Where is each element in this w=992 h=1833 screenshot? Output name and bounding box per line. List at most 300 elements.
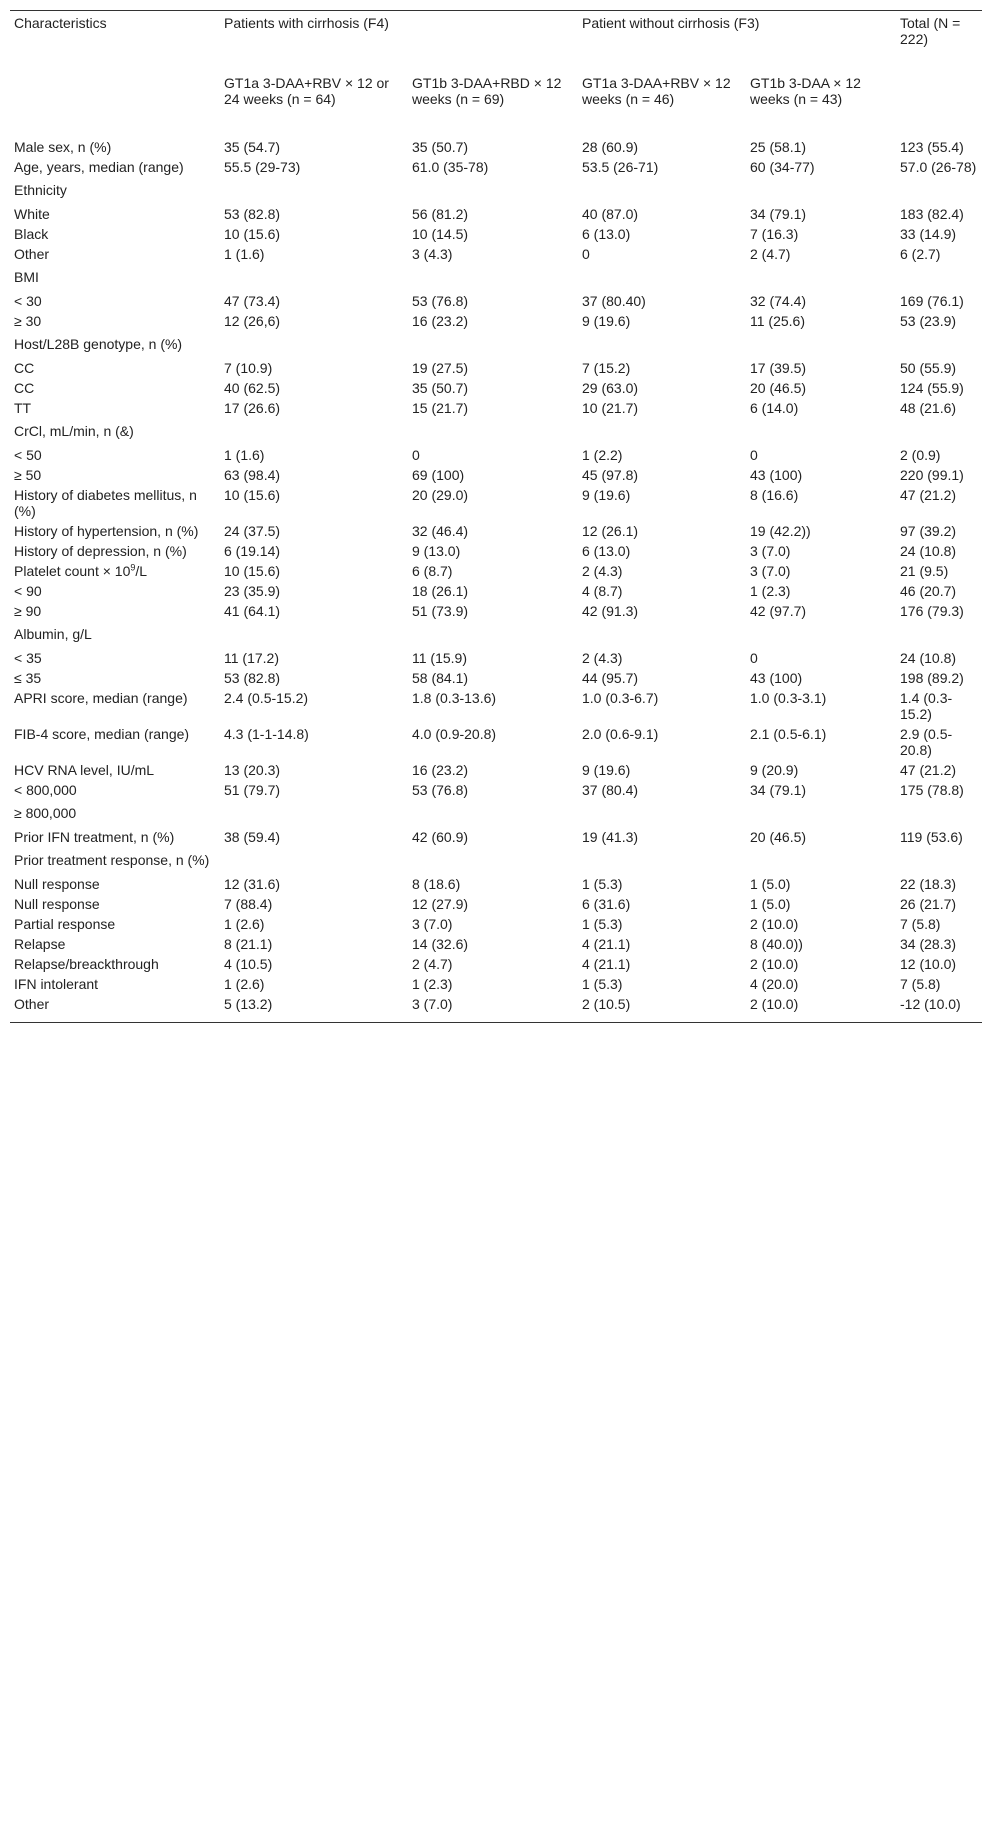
cell-value (220, 418, 408, 445)
row-label (10, 894, 220, 914)
row-label-text: Other (14, 996, 50, 1012)
cell-value (220, 621, 408, 648)
cell-value: 2.4 (0.5-15.2) (224, 690, 309, 706)
cell-total: 21 (9.5) (900, 563, 949, 579)
cell-value: 32 (74.4) (750, 293, 807, 309)
cell-total: 220 (99.1) (900, 467, 964, 483)
row-label (10, 445, 220, 465)
row-label (10, 994, 220, 1023)
cell-value: 23 (35.9) (224, 583, 281, 599)
row-label (10, 264, 220, 291)
row-label-text: Age, years, median (range) (14, 159, 184, 175)
cell-total (896, 177, 982, 204)
row-label-text: Prior IFN treatment, n (%) (14, 829, 175, 845)
cell-value: 2.0 (0.6-9.1) (582, 726, 659, 742)
row-label-text: White (14, 206, 50, 222)
row-label-text: Host/L28B genotype, n (%) (14, 336, 183, 352)
table-row (10, 445, 982, 465)
cell-total: 123 (55.4) (900, 139, 964, 155)
row-label-text: HCV RNA level, IU/mL (14, 762, 155, 778)
cell-total (896, 331, 982, 358)
row-label (10, 760, 220, 780)
cell-value: 24 (37.5) (224, 523, 281, 539)
row-label (10, 847, 220, 874)
cell-total: 47 (21.2) (900, 762, 957, 778)
row-label (10, 398, 220, 418)
row-label-text: ≥ 90 (14, 603, 42, 619)
cell-total (896, 264, 982, 291)
row-label (10, 954, 220, 974)
row-label (10, 827, 220, 847)
cell-value: 43 (100) (750, 467, 803, 483)
cell-value: 1 (1.6) (224, 447, 265, 463)
cell-value: 61.0 (35-78) (412, 159, 489, 175)
row-label (10, 177, 220, 204)
cell-value: 37 (80.4) (582, 782, 639, 798)
row-label (10, 331, 220, 358)
cell-value: 1.0 (0.3-6.7) (582, 690, 659, 706)
table-row (10, 264, 982, 291)
cell-total: 26 (21.7) (900, 896, 957, 912)
cell-value: 42 (97.7) (750, 603, 807, 619)
cell-total: 169 (76.1) (900, 293, 964, 309)
row-label (10, 648, 220, 668)
cell-value: 20 (46.5) (750, 380, 807, 396)
cell-value: 10 (15.6) (224, 563, 281, 579)
cell-value: 10 (15.6) (224, 226, 281, 242)
cell-value: 7 (16.3) (750, 226, 799, 242)
row-label (10, 688, 220, 724)
cell-value: 6 (14.0) (750, 400, 799, 416)
cell-value: 11 (17.2) (224, 650, 279, 666)
cell-value: 53 (76.8) (412, 293, 469, 309)
row-label-text: < 90 (14, 583, 42, 599)
row-label-text: TT (14, 400, 32, 416)
row-label (10, 934, 220, 954)
row-label (10, 358, 220, 378)
table-row (10, 561, 982, 581)
patient-characteristics-table (10, 10, 982, 1023)
cell-value: 28 (60.9) (582, 139, 639, 155)
cell-value: 12 (26.1) (582, 523, 639, 539)
cell-value: 40 (87.0) (582, 206, 639, 222)
cell-value: 9 (19.6) (582, 487, 631, 503)
row-label (10, 204, 220, 224)
cell-value: 0 (412, 447, 420, 463)
row-label (10, 974, 220, 994)
cell-value (578, 621, 746, 648)
header-empty-total (896, 75, 982, 137)
cell-value: 1.8 (0.3-13.6) (412, 690, 497, 706)
cell-value: 1 (2.6) (224, 976, 265, 992)
row-label (10, 724, 220, 760)
cell-value: 9 (20.9) (750, 762, 799, 778)
cell-total: 6 (2.7) (900, 246, 941, 262)
cell-value: 1 (5.3) (582, 916, 623, 932)
cell-value: 2 (10.0) (750, 916, 799, 932)
cell-value (578, 847, 746, 874)
cell-total: 46 (20.7) (900, 583, 957, 599)
cell-value: 20 (29.0) (412, 487, 469, 503)
cell-value: 56 (81.2) (412, 206, 469, 222)
row-label-text: History of hypertension, n (%) (14, 523, 199, 539)
row-label (10, 311, 220, 331)
cell-value (220, 331, 408, 358)
cell-value: 1 (5.0) (750, 896, 791, 912)
table-row (10, 724, 982, 760)
table-row (10, 291, 982, 311)
row-label-text: Null response (14, 876, 100, 892)
table-row (10, 847, 982, 874)
cell-total: 2.9 (0.5-20.8) (900, 726, 953, 758)
cell-value: 43 (100) (750, 670, 803, 686)
row-label-text: Black (14, 226, 49, 242)
cell-value: 44 (95.7) (582, 670, 639, 686)
row-label-superscript: 9 (130, 562, 136, 573)
cell-value: 3 (7.0) (750, 563, 791, 579)
row-label-text: CC (14, 380, 35, 396)
cell-value: 37 (80.40) (582, 293, 646, 309)
cell-value: 42 (60.9) (412, 829, 469, 845)
table-row (10, 244, 982, 264)
cell-value (746, 331, 896, 358)
cell-value (578, 418, 746, 445)
cell-value: 4 (20.0) (750, 976, 799, 992)
cell-value: 29 (63.0) (582, 380, 639, 396)
cell-value: 12 (26,6) (224, 313, 281, 329)
row-label (10, 668, 220, 688)
cell-value: 53 (82.8) (224, 206, 281, 222)
cell-value: 2 (4.7) (750, 246, 791, 262)
cell-value: 7 (88.4) (224, 896, 273, 912)
cell-value: 2 (4.3) (582, 650, 623, 666)
cell-value: 60 (34-77) (750, 159, 815, 175)
cell-total: 198 (89.2) (900, 670, 964, 686)
table-row (10, 894, 982, 914)
cell-value (746, 847, 896, 874)
cell-value: 2 (10.0) (750, 996, 799, 1012)
cell-value (578, 264, 746, 291)
table-row (10, 668, 982, 688)
header-sub-gt1b-f4: GT1b 3-DAA+RBD × 12 weeks (n = 69) (412, 75, 562, 107)
cell-value: 58 (84.1) (412, 670, 469, 686)
cell-value: 16 (23.2) (412, 313, 469, 329)
row-label-text: Relapse/breackthrough (14, 956, 159, 972)
row-label-text: Relapse (14, 936, 66, 952)
row-label (10, 224, 220, 244)
table-row (10, 974, 982, 994)
cell-value: 69 (100) (412, 467, 465, 483)
cell-value: 34 (79.1) (750, 206, 807, 222)
row-label-text: Platelet count × 10 (14, 563, 131, 579)
header-row-subgroups (10, 75, 982, 137)
header-sub-gt1b-f3: GT1b 3-DAA × 12 weeks (n = 43) (750, 75, 861, 107)
cell-value: 4.0 (0.9-20.8) (412, 726, 497, 742)
cell-value: 1 (5.3) (582, 976, 623, 992)
row-label (10, 291, 220, 311)
cell-value: 7 (15.2) (582, 360, 631, 376)
header-characteristics: Characteristics (14, 15, 107, 31)
row-label-text: History of diabetes mellitus, n (%) (14, 487, 197, 519)
table-row (10, 648, 982, 668)
table-row (10, 874, 982, 894)
cell-total: 57.0 (26-78) (900, 159, 977, 175)
cell-total: 53 (23.9) (900, 313, 957, 329)
row-label-text: Partial response (14, 916, 116, 932)
cell-value: 53 (76.8) (412, 782, 469, 798)
row-label-text: BMI (14, 269, 39, 285)
header-sub-gt1a-f4: GT1a 3-DAA+RBV × 12 or 24 weeks (n = 64) (224, 75, 389, 107)
cell-value (746, 177, 896, 204)
row-label (10, 800, 220, 827)
cell-value (578, 800, 746, 827)
cell-value: 2.1 (0.5-6.1) (750, 726, 827, 742)
cell-value (408, 800, 578, 827)
row-label-text: Male sex, n (%) (14, 139, 112, 155)
row-label (10, 541, 220, 561)
table-row (10, 934, 982, 954)
cell-value: 18 (26.1) (412, 583, 469, 599)
cell-total: 24 (10.8) (900, 543, 957, 559)
row-label-text: CrCl, mL/min, n (&) (14, 423, 134, 439)
table-row (10, 800, 982, 827)
row-label (10, 137, 220, 157)
cell-value: 6 (13.0) (582, 226, 631, 242)
cell-total: 22 (18.3) (900, 876, 957, 892)
cell-value: 15 (21.7) (412, 400, 469, 416)
cell-value (220, 177, 408, 204)
cell-value: 3 (7.0) (750, 543, 791, 559)
table-row (10, 780, 982, 800)
cell-total: 7 (5.8) (900, 916, 941, 932)
header-empty (10, 75, 220, 137)
header-group-no-cirrhosis: Patient without cirrhosis (F3) (582, 15, 760, 31)
row-label-text: FIB-4 score, median (range) (14, 726, 190, 742)
characteristics-table-wrapper (10, 10, 982, 1023)
cell-total: 33 (14.9) (900, 226, 957, 242)
row-label-text: IFN intolerant (14, 976, 99, 992)
cell-value: 13 (20.3) (224, 762, 281, 778)
cell-total (896, 847, 982, 874)
row-label (10, 521, 220, 541)
cell-value: 53 (82.8) (224, 670, 281, 686)
cell-value: 4 (21.1) (582, 956, 631, 972)
cell-total: 12 (10.0) (900, 956, 957, 972)
cell-value: 8 (18.6) (412, 876, 461, 892)
cell-total: 176 (79.3) (900, 603, 964, 619)
cell-value: 8 (40.0)) (750, 936, 803, 952)
cell-value: 10 (14.5) (412, 226, 469, 242)
cell-total (896, 621, 982, 648)
row-label-text: Ethnicity (14, 182, 67, 198)
row-label-text: < 35 (14, 650, 42, 666)
cell-value: 51 (73.9) (412, 603, 469, 619)
cell-total: 124 (55.9) (900, 380, 964, 396)
cell-value: 41 (64.1) (224, 603, 281, 619)
cell-value: 9 (19.6) (582, 313, 631, 329)
cell-value: 11 (15.9) (412, 650, 467, 666)
table-row (10, 601, 982, 621)
table-row (10, 914, 982, 934)
row-label-text: ≥ 50 (14, 467, 42, 483)
cell-value: 0 (750, 650, 758, 666)
cell-value: 42 (91.3) (582, 603, 639, 619)
row-label-text: < 50 (14, 447, 42, 463)
row-label (10, 601, 220, 621)
table-row (10, 541, 982, 561)
row-label-text: < 800,000 (14, 782, 77, 798)
cell-value: 10 (21.7) (582, 400, 639, 416)
row-label (10, 418, 220, 445)
cell-value: 2 (10.0) (750, 956, 799, 972)
header-total: Total (N = 222) (900, 15, 961, 47)
table-row (10, 521, 982, 541)
row-label-suffix: /L (135, 563, 148, 579)
row-label-text: ≥ 30 (14, 313, 42, 329)
row-label-text: < 30 (14, 293, 42, 309)
table-row (10, 994, 982, 1023)
row-label-text: CC (14, 360, 35, 376)
cell-value: 3 (7.0) (412, 916, 453, 932)
cell-total: 47 (21.2) (900, 487, 957, 503)
row-label-text: APRI score, median (range) (14, 690, 188, 706)
table-row (10, 204, 982, 224)
cell-total: 119 (53.6) (900, 829, 963, 845)
cell-value (408, 418, 578, 445)
cell-value: 35 (50.7) (412, 139, 469, 155)
table-row (10, 465, 982, 485)
cell-value: 1 (1.6) (224, 246, 265, 262)
table-body (10, 137, 982, 1023)
header-group-cirrhosis: Patients with cirrhosis (F4) (224, 15, 389, 31)
cell-value: 8 (21.1) (224, 936, 273, 952)
row-label-text: Albumin, g/L (14, 626, 92, 642)
cell-value: 6 (13.0) (582, 543, 631, 559)
cell-value (578, 331, 746, 358)
cell-value: 12 (27.9) (412, 896, 469, 912)
row-label-text: ≥ 800,000 (14, 805, 77, 821)
row-label (10, 621, 220, 648)
cell-value: 32 (46.4) (412, 523, 469, 539)
cell-value: 1 (2.3) (412, 976, 453, 992)
table-row (10, 418, 982, 445)
cell-value: 35 (50.7) (412, 380, 469, 396)
cell-value: 1 (2.2) (582, 447, 623, 463)
cell-total: 48 (21.6) (900, 400, 957, 416)
row-label (10, 465, 220, 485)
cell-value: 14 (32.6) (412, 936, 469, 952)
cell-value (220, 800, 408, 827)
cell-total: 1.4 (0.3-15.2) (900, 690, 953, 722)
cell-value (220, 847, 408, 874)
cell-value: 6 (31.6) (582, 896, 631, 912)
cell-value: 51 (79.7) (224, 782, 281, 798)
cell-value: 2 (10.5) (582, 996, 631, 1012)
cell-value (220, 264, 408, 291)
cell-value: 53.5 (26-71) (582, 159, 659, 175)
cell-value (746, 418, 896, 445)
table-row (10, 398, 982, 418)
row-label (10, 780, 220, 800)
cell-value: 55.5 (29-73) (224, 159, 301, 175)
table-row (10, 485, 982, 521)
row-label (10, 485, 220, 521)
cell-value: 19 (27.5) (412, 360, 469, 376)
cell-total (896, 418, 982, 445)
table-row (10, 311, 982, 331)
cell-value: 20 (46.5) (750, 829, 807, 845)
cell-value: 0 (582, 246, 590, 262)
cell-value: 4 (8.7) (582, 583, 623, 599)
table-row (10, 827, 982, 847)
cell-value: 6 (8.7) (412, 563, 453, 579)
cell-value: 1 (2.3) (750, 583, 791, 599)
table-row (10, 157, 982, 177)
cell-value: 1 (2.6) (224, 916, 265, 932)
cell-value: 38 (59.4) (224, 829, 281, 845)
table-row (10, 954, 982, 974)
cell-value: 5 (13.2) (224, 996, 273, 1012)
cell-value: 11 (25.6) (750, 313, 805, 329)
cell-total (896, 800, 982, 827)
cell-value (746, 800, 896, 827)
cell-value: 19 (41.3) (582, 829, 639, 845)
row-label (10, 157, 220, 177)
row-label-text: ≤ 35 (14, 670, 42, 686)
cell-value: 10 (15.6) (224, 487, 281, 503)
table-row (10, 378, 982, 398)
cell-total: 183 (82.4) (900, 206, 964, 222)
row-label-text: History of depression, n (%) (14, 543, 187, 559)
row-label (10, 244, 220, 264)
table-row (10, 621, 982, 648)
cell-value: 2 (4.7) (412, 956, 453, 972)
cell-value: 19 (42.2)) (750, 523, 811, 539)
cell-total: 50 (55.9) (900, 360, 957, 376)
cell-value (746, 621, 896, 648)
cell-value: 17 (26.6) (224, 400, 281, 416)
row-label (10, 581, 220, 601)
table-row (10, 177, 982, 204)
cell-value (578, 177, 746, 204)
cell-value (408, 264, 578, 291)
cell-value: 4 (21.1) (582, 936, 631, 952)
cell-value: 47 (73.4) (224, 293, 281, 309)
cell-value: 1 (5.0) (750, 876, 791, 892)
cell-value: 40 (62.5) (224, 380, 281, 396)
cell-value: 45 (97.8) (582, 467, 639, 483)
cell-value: 63 (98.4) (224, 467, 281, 483)
table-row (10, 358, 982, 378)
cell-total: 97 (39.2) (900, 523, 957, 539)
cell-value: 6 (19.14) (224, 543, 281, 559)
cell-value: 16 (23.2) (412, 762, 469, 778)
cell-value: 1.0 (0.3-3.1) (750, 690, 827, 706)
cell-total: 24 (10.8) (900, 650, 957, 666)
row-label-text: Prior treatment response, n (%) (14, 852, 210, 868)
table-row (10, 760, 982, 780)
table-row (10, 581, 982, 601)
cell-value: 12 (31.6) (224, 876, 281, 892)
cell-value: 9 (13.0) (412, 543, 461, 559)
table-row (10, 224, 982, 244)
cell-value: 3 (4.3) (412, 246, 453, 262)
cell-value: 35 (54.7) (224, 139, 281, 155)
cell-value: 9 (19.6) (582, 762, 631, 778)
table-row (10, 137, 982, 157)
cell-value: 4.3 (1-1-14.8) (224, 726, 309, 742)
row-label-text: Null response (14, 896, 100, 912)
